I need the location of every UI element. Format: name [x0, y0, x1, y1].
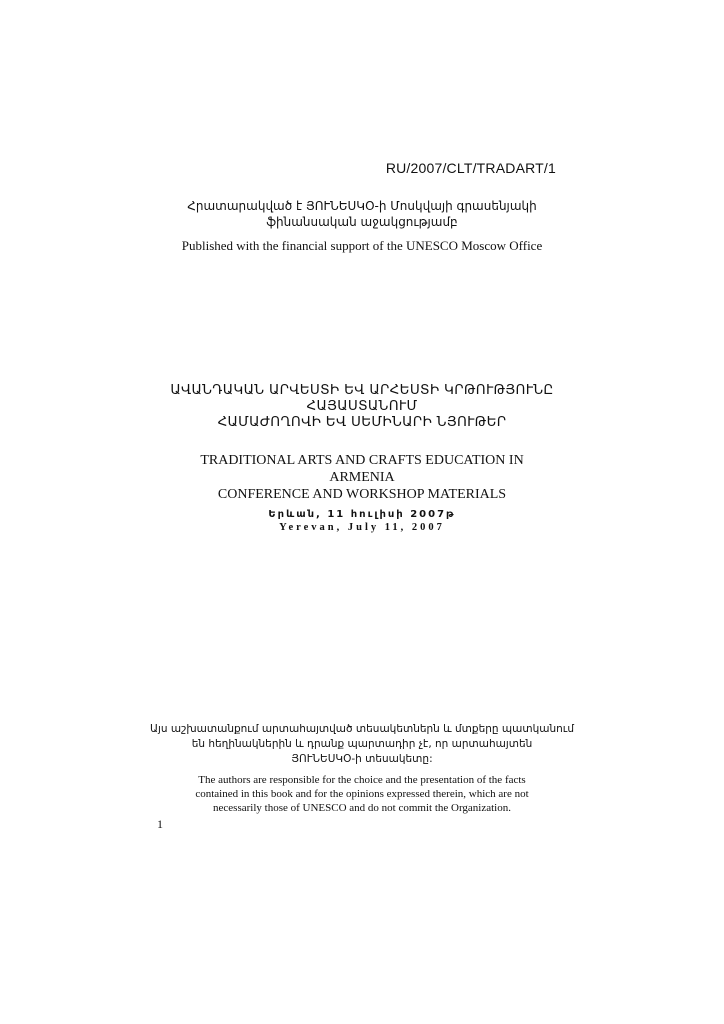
english-disclaimer-line: contained in this book and for the opinions expressed therein, which are not	[195, 788, 529, 800]
page-number: 1	[157, 817, 163, 831]
english-title-line: TRADITIONAL ARTS AND CRAFTS EDUCATION IN	[200, 453, 524, 468]
armenian-disclaimer	[150, 722, 574, 767]
armenian-publisher-line: ֆինանսական աջակցությամբ	[266, 215, 458, 229]
english-disclaimer-line: necessarily those of UNESCO and do not commit the Organization.	[213, 802, 511, 814]
document-code: RU/2007/CLT/TRADART/1	[385, 160, 556, 176]
armenian-title-line: ՀԱՅԱՍՏԱՆՈՒՄ	[306, 398, 418, 414]
english-disclaimer	[150, 773, 574, 815]
armenian-title-line: ՀԱՄԱԺՈՂՈՎԻ ԵՎ ՍԵՄԻՆԱՐԻ ՆՅՈՒԹԵՐ	[217, 414, 507, 430]
armenian-publisher-note	[150, 198, 574, 230]
english-disclaimer-line: The authors are responsible for the choice and the presentation of the facts	[198, 774, 526, 786]
armenian-disclaimer-line: Այս աշխատանքում արտահայտված տեսակետներն և մտքերը պատկանում	[150, 723, 574, 735]
armenian-date: Երևան, 11 հուլիսի 2007թ	[268, 509, 456, 520]
english-title-line: CONFERENCE AND WORKSHOP MATERIALS	[217, 487, 507, 502]
english-title	[150, 452, 574, 503]
english-title-line: ARMENIA	[329, 470, 395, 485]
armenian-disclaimer-line: ՅՈՒՆԵՍԿՕ-ի տեսակետը:	[291, 753, 433, 765]
armenian-publisher-line: Հրատարակված է ՅՈՒՆԵՍԿՕ-ի Մոսկվայի գրասենյակի	[187, 199, 537, 213]
armenian-title-line: ԱՎԱՆԴԱԿԱՆ ԱՐՎԵՍՏԻ ԵՎ ԱՐՀԵՍՏԻ ԿՐԹՈՒԹՅՈՒՆԸ	[170, 382, 554, 398]
english-date: Yerevan, July 11, 2007	[279, 522, 445, 533]
armenian-title	[150, 382, 574, 430]
english-publisher-note: Published with the financial support of the UNESCO Moscow Office	[181, 238, 543, 253]
armenian-disclaimer-line: են հեղինակներին և դրանք պարտադիր չէ, որ արտահայտեն	[191, 738, 533, 750]
